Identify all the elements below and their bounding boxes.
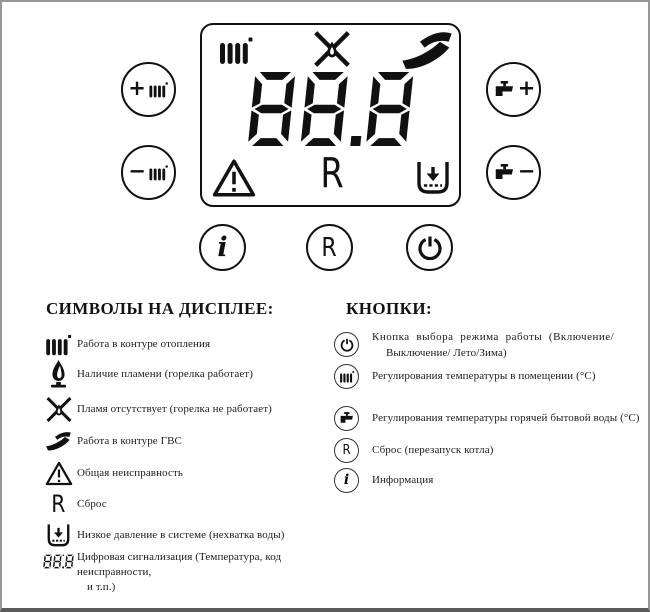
- reset-button[interactable]: [306, 224, 353, 271]
- radiator-icon: [218, 35, 254, 65]
- reset-letter-icon: R: [51, 490, 66, 518]
- no-flame-icon: [40, 396, 77, 423]
- minus-sign: −: [517, 159, 536, 183]
- legend-label: Информация: [372, 474, 434, 486]
- info-letter-icon: i: [334, 468, 359, 493]
- legend-label: Кнопка выбора режима работы (Включение/ Выключение/ Лето/Зима): [372, 331, 615, 359]
- plus-sign: +: [128, 76, 146, 100]
- legend-row-reset: [40, 488, 355, 520]
- tap-icon: [334, 406, 359, 431]
- legend-row-dhw: [40, 425, 355, 457]
- tap-icon: [492, 164, 516, 182]
- reset-letter: R: [321, 232, 338, 263]
- info-button[interactable]: [199, 224, 246, 271]
- dhw-flow-icon: [400, 30, 454, 70]
- seven-segment-display: [247, 67, 415, 151]
- legend-row-digits: [40, 550, 355, 595]
- legend-row-no-flame: [40, 393, 355, 425]
- legend-label: Регулирования температуры в помещении (°C): [372, 370, 596, 382]
- buttons-section-title: КНОПКИ:: [346, 299, 433, 318]
- tap-icon: [492, 81, 516, 99]
- legend-row-heating: [40, 328, 355, 360]
- legend-row-info-button: [334, 464, 644, 496]
- legend-row-fault: [40, 457, 355, 489]
- radiator-icon: [334, 364, 359, 389]
- legend-row-flame: [40, 358, 355, 390]
- warning-triangle-icon: [40, 461, 77, 486]
- radiator-icon: [40, 333, 77, 356]
- power-mode-button[interactable]: [406, 224, 453, 271]
- legend-row-reset-button: [334, 434, 644, 466]
- reset-letter-icon: R: [334, 438, 359, 463]
- lcd-display: [200, 23, 461, 207]
- symbols-section-title: СИМВОЛЫ НА ДИСПЛЕЕ:: [46, 299, 274, 318]
- plus-sign: +: [517, 76, 536, 100]
- legend-label: Работа в контуре отопления: [77, 337, 211, 350]
- heating-temp-plus-button[interactable]: [121, 62, 176, 117]
- warning-triangle-icon: [212, 158, 256, 198]
- dhw-temp-plus-button[interactable]: [486, 62, 541, 117]
- heating-temp-minus-button[interactable]: [121, 145, 176, 200]
- dhw-flow-icon: [40, 431, 77, 451]
- legend-row-power-button: [334, 329, 644, 361]
- reset-symbol: R: [320, 149, 344, 197]
- minus-sign: −: [128, 159, 146, 183]
- legend-label: Сброс (перезапуск котла): [372, 444, 494, 456]
- legend-row-dhw-temp-button: [334, 402, 644, 434]
- legend-label: Цифровая сигнализация (Температура, код неисправности, и т.п.): [77, 551, 282, 593]
- low-pressure-icon: [415, 159, 451, 197]
- power-icon: [417, 235, 443, 261]
- legend-label: Сброс: [77, 497, 107, 510]
- info-letter: i: [217, 232, 228, 263]
- legend-label: Низкое давление в системе (нехватка воды): [77, 528, 285, 541]
- legend-label: Пламя отсутствует (горелка не работает): [77, 402, 272, 415]
- legend-row-low-pressure: [40, 519, 355, 551]
- dhw-temp-minus-button[interactable]: [486, 145, 541, 200]
- seven-segment-icon: [40, 554, 77, 569]
- legend-label: Наличие пламени (горелка работает): [77, 367, 253, 380]
- radiator-icon: [148, 81, 169, 98]
- no-flame-icon: [312, 30, 352, 68]
- legend-label: Общая неисправность: [77, 466, 183, 479]
- flame-icon: [40, 360, 77, 388]
- legend-row-room-temp-button: [334, 360, 644, 392]
- power-icon: [334, 332, 359, 357]
- legend-label: Регулирования температуры горячей бытовой воды (°C): [372, 412, 640, 424]
- legend-label: Работа в контуре ГВС: [77, 434, 182, 447]
- radiator-icon: [148, 164, 169, 181]
- low-pressure-icon: [40, 523, 77, 548]
